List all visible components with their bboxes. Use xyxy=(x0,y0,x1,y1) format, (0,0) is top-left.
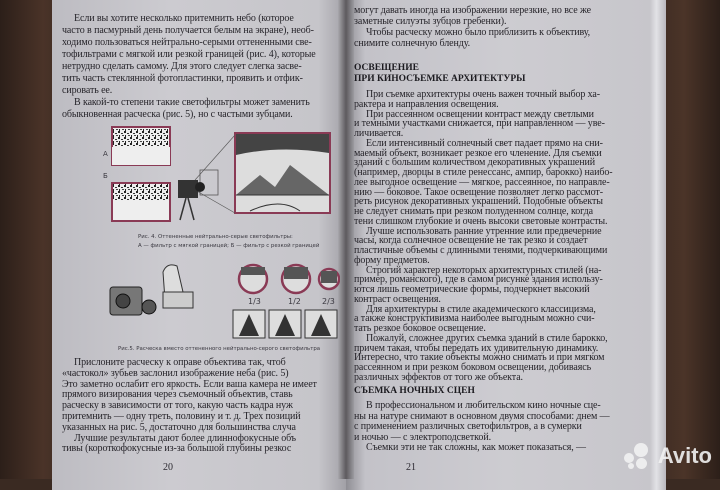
text-line: а также конструктивизма наиболее выгодным можно счи- xyxy=(354,313,595,325)
figure-4-caption-line-2: А — фильтр с мягкой границей; Б — фильтр с резкой границей xyxy=(138,243,320,249)
fraction-label-two-thirds: 2/3 xyxy=(322,297,335,306)
text-line: тать резкое боковое освещение. xyxy=(354,323,486,334)
text-line: нию — боковое. Такое освещение позволяет легко рассмот- xyxy=(354,186,603,198)
figure-4-illustration xyxy=(100,125,340,230)
text-line: ются лишь геометрические формы, подчеркнет высокий xyxy=(354,284,590,295)
text-line: лее выгодное освещение — мягкое, рассеянное, по направле- xyxy=(354,176,610,188)
text-line: Интересно, что такие объекты можно снимать и при мягком xyxy=(354,352,605,364)
text-line: форму предметов. xyxy=(354,254,430,266)
text-line: контраст освещения. xyxy=(354,293,441,305)
text-line: маемый объект, возникает резкое его членение. Для съемки xyxy=(354,147,602,159)
text-line: пример, романского), где в самом рисунке здания использу- xyxy=(354,274,603,286)
text-line: В профессиональном и любительском кино ночные сце- xyxy=(366,400,601,411)
text-line: В какой-то степени такие светофильтры может заменить xyxy=(74,97,310,108)
text-line: тофильтрами с мягкой или резкой границей (рис. 4), которые xyxy=(62,49,316,60)
text-line: (например, дворцы в стиле ренессанс, ампир, барокко) наибо- xyxy=(354,167,613,178)
text-line: сировать ее. xyxy=(62,85,113,96)
text-line: Если интенсивный солнечный свет падает прямо на сни- xyxy=(366,137,603,149)
page-number-right: 21 xyxy=(406,462,416,473)
text-line: обыкновенная расческа (рис. 5), но с частыми зубцами. xyxy=(62,109,293,120)
text-line: притемнить — одну треть, половину и т. д. Трех позиций xyxy=(62,411,301,422)
text-line: снимите солнечную бленду. xyxy=(354,38,471,49)
text-line: тени слишком глубокие и очень высоки световые контрасты. xyxy=(354,215,608,227)
avito-watermark xyxy=(624,443,712,469)
figure-5-illustration xyxy=(105,262,340,340)
text-line: зданий с большим количеством декоративных украшений xyxy=(354,157,596,169)
text-line: Съемки эти не так сложны, как может показаться, — xyxy=(366,442,586,453)
heading-night-scenes: СЪЕМКА НОЧНЫХ СЦЕН xyxy=(354,386,475,396)
figure-4-label-a: А xyxy=(103,150,108,158)
text-line: тивы (короткофокусные из-за большой глубины резкос xyxy=(62,443,292,455)
figure-5-caption: Рис.5. Расческа вместо оттененного нейтрально-серого светофильтра xyxy=(118,346,321,352)
heading-line-2: ПРИ КИНОСЪЕМКЕ АРХИТЕКТУРЫ xyxy=(354,74,526,84)
text-line: Пожалуй, сложнее других съемка зданий в стиле барокко, xyxy=(366,332,608,344)
text-line: рассеянном и при резком боковом освещении, добиваясь xyxy=(354,362,592,373)
figure-4-caption-line-1: Рис. 4. Оттененные нейтрально-серые светофильтры: xyxy=(138,234,293,240)
text-line: ходимо пользоваться нейтрально-серыми оттененными све- xyxy=(62,37,312,48)
text-line: часто в пасмурный день получается белым на экране), необ- xyxy=(62,25,314,36)
heading-line-1: ОСВЕЩЕНИЕ xyxy=(354,63,419,73)
text-line: «частокол» зубьев заслонил изображение неба (рис. 5) xyxy=(62,367,289,379)
text-line: Лучшие результаты дают более длиннофокусные объ xyxy=(74,432,296,444)
text-line: Это заметно ослабит его яркость. Если ваша камера не имеет xyxy=(62,378,317,390)
text-line: ны на натуре снимают в основном двумя способами: днем — xyxy=(354,410,610,422)
text-line: тить часть стеклянной фотопластинки, проявить и отфик- xyxy=(62,73,303,84)
avito-watermark-text: Avito xyxy=(657,443,712,468)
figure-4-label-b: Б xyxy=(103,172,108,180)
text-line: указанных на рис. 5, достаточно для большинства случа xyxy=(62,421,296,433)
text-line: реть рисунок декоративных украшений. Подобные объекты xyxy=(354,196,603,208)
text-line: прямого визирования через съемочный объектив, ставь xyxy=(62,389,293,401)
text-line: нетрудно сделать самому. Для этого следует слегка засве- xyxy=(62,61,302,72)
text-line: часы, когда солнечное освещение не так резко и создает xyxy=(354,235,588,247)
text-line: с применением различных светофильтров, а в сумерки xyxy=(354,421,582,432)
text-line: Чтобы расческу можно было приблизить к объективу, xyxy=(366,27,591,38)
fraction-label-one-third: 1/3 xyxy=(248,297,261,306)
text-line: Если вы хотите несколько притемнить небо (которое xyxy=(74,13,294,24)
text-line: заметные силуэты зубцов гребенки). xyxy=(354,16,507,27)
page-number-left: 20 xyxy=(163,462,173,473)
text-line: и ночью — с электроподсветкой. xyxy=(354,431,491,443)
text-line: Строгий характер некоторых архитектурных стилей (на- xyxy=(366,264,602,276)
avito-logo-icon xyxy=(624,443,654,469)
text-line: рактера и направления освещения. xyxy=(354,98,499,110)
fraction-label-one-half: 1/2 xyxy=(288,297,301,306)
text-line: При рассеянном освещении контраст между светлыми xyxy=(366,108,594,120)
text-line: личивается. xyxy=(354,128,404,139)
text-line: могут давать иногда на изображении нерезкие, но все же xyxy=(354,5,591,16)
text-line: различных эффектов от того же объекта. xyxy=(354,371,523,383)
text-line: Прислоните расческу к оправе объектива так, чтоб xyxy=(74,357,286,368)
text-line: расческу в зависимости от того, какую часть кадра нуж xyxy=(62,400,293,412)
text-line: Лучше использовать ранние утренние или предвечерние xyxy=(366,225,602,237)
text-line: и темными участками снижается, при направленном — уве- xyxy=(354,118,605,130)
text-line: При съемке архитектуры очень важен точный выбор ха- xyxy=(366,89,600,100)
book-gutter xyxy=(338,0,354,479)
text-line: Для архитектуры в стиле академического классицизма, xyxy=(366,303,596,315)
text-line: причем такая, чтобы передать их удивительную динамику. xyxy=(354,342,599,354)
text-line: не следует снимать при резком полуденном солнце, когда xyxy=(354,206,593,217)
text-line: пластичные объемы с длинными тенями, подчеркивающими xyxy=(354,245,608,256)
